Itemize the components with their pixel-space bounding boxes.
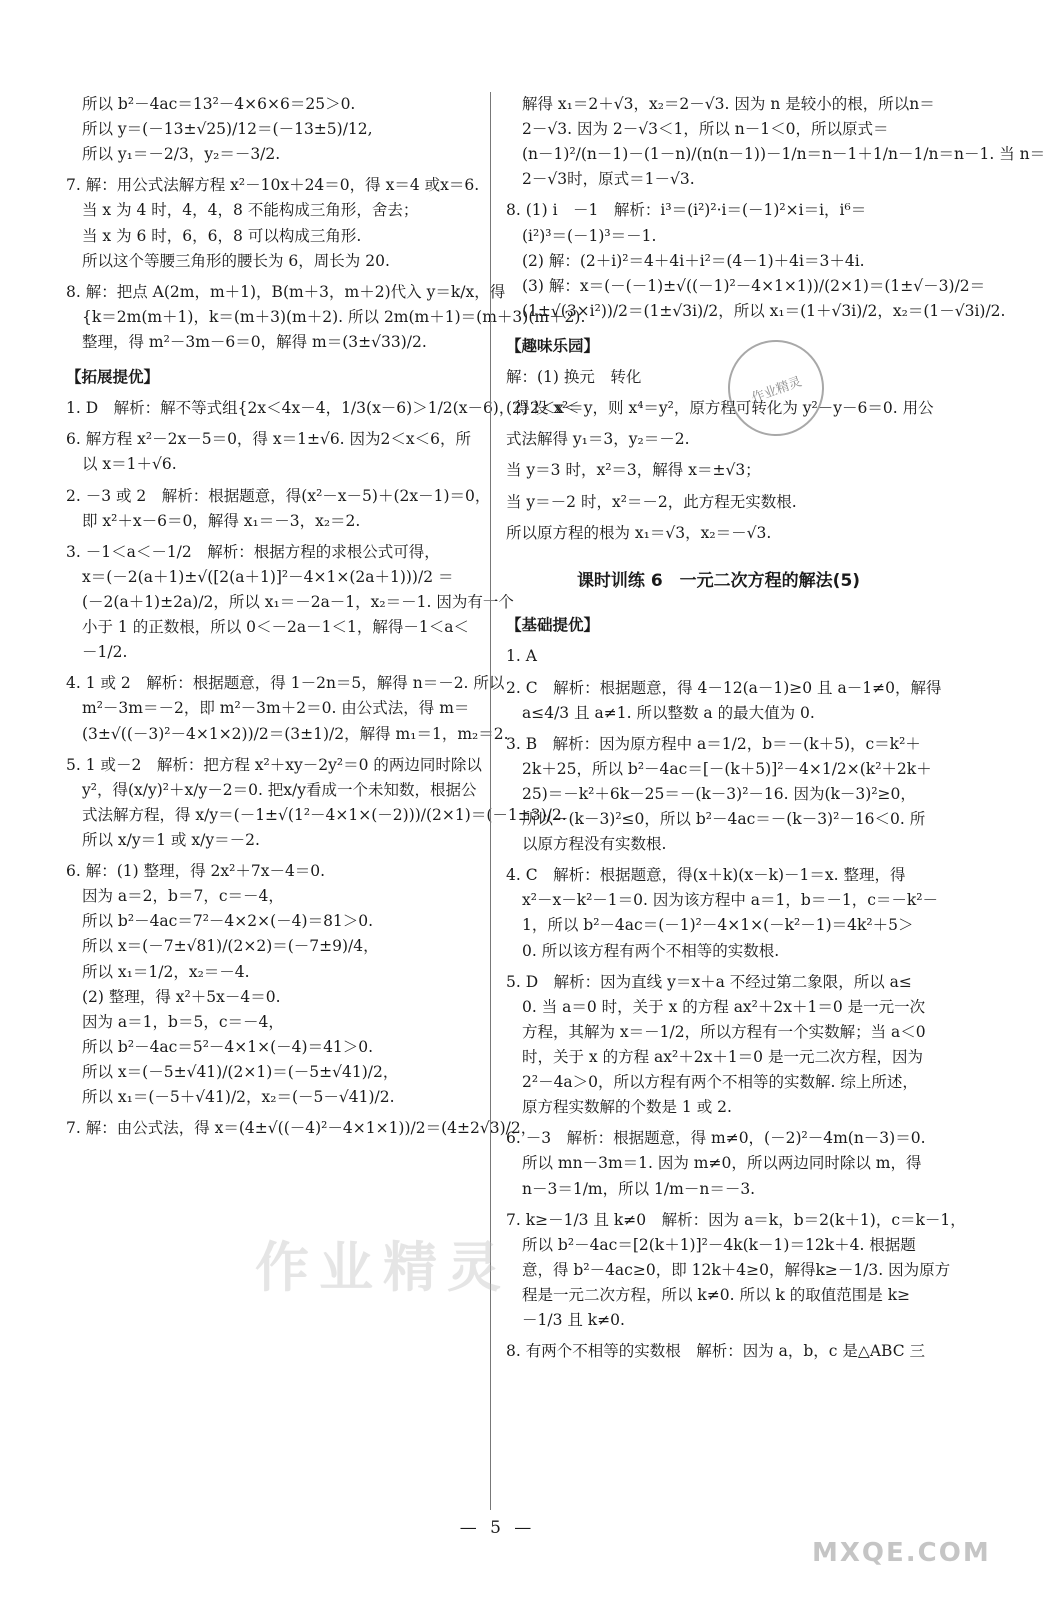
text-line: 式法解方程，得 x/y＝(－1±√(1²－4×1×(－2)))/(2×1)＝(－1±3)/2. xyxy=(82,805,567,824)
text-line: x＝(－2(a＋1)±√([2(a＋1)]²－4×1×(2a＋1)))/2 ＝ xyxy=(82,567,454,586)
text-line: x²－x－k²－1＝0. 因为该方程中 a＝1，b＝－1，c＝－k²－ xyxy=(522,891,938,910)
text-line: 时，关于 x 的方程 ax²＋2x＋1＝0 是一元二次方程，因为 xyxy=(522,1048,923,1067)
text-line: 25)＝－k²＋6k－25＝－(k－3)²－16. 因为(k－3)²≥0， xyxy=(522,784,916,803)
text-line: y²，得(x/y)²＋x/y－2＝0. 把x/y看成一个未知数，根据公 xyxy=(82,780,477,799)
text-line: 程是一元二次方程，所以 k≠0. 所以 k 的取值范围是 k≥ xyxy=(522,1286,911,1305)
text-line: 小于 1 的正数根，所以 0＜－2a－1＜1，解得－1＜a＜ xyxy=(82,618,469,637)
text-line: 5. 1 或－2 解析：把方程 x²＋xy－2y²＝0 的两边同时除以 xyxy=(66,755,482,774)
text-line: 所以 x＝(－7±√81)/(2×2)＝(－7±9)/4， xyxy=(82,937,379,956)
text-line: 7. 解：用公式法解方程 x²－10x＋24＝0，得 x＝4 或x＝6. xyxy=(66,176,480,195)
text-line: 因为 a＝2，b＝7，c＝－4， xyxy=(82,887,284,906)
text-line: 所以 b²－4ac＝5²－4×1×(－4)＝41＞0. xyxy=(82,1037,374,1056)
text-line: (2) 整理，得 x²＋5x－4＝0. xyxy=(82,987,281,1006)
watermark-main: 作业精灵 xyxy=(255,1236,511,1299)
text-line: 6. －3 解析：根据题意，得 m≠0，(－2)²－4m(n－3)＝0. xyxy=(506,1129,926,1148)
text-line: 所以 b²－4ac＝13²－4×6×6＝25＞0. xyxy=(82,95,356,113)
text-line: 所以 x＝(－5±√41)/(2×1)＝(－5±√41)/2， xyxy=(82,1062,399,1081)
text-line: 0. 所以该方程有两个不相等的实数根. xyxy=(522,941,780,960)
text-line: 所以这个等腰三角形的腰长为 6，周长为 20. xyxy=(82,251,390,270)
section-header: 【趣味乐园】 xyxy=(506,336,600,355)
brand-watermark: MXQE.COM xyxy=(812,1538,991,1568)
text-line: (2) 解：(2＋i)²＝4＋4i＋i²＝(4－1)＋4i＝3＋4i. xyxy=(522,251,865,270)
text-line: 1. A xyxy=(506,647,537,666)
text-line: －1/3 且 k≠0. xyxy=(522,1311,625,1330)
text-line: 所以 x/y＝1 或 x/y＝－2. xyxy=(82,830,260,849)
text-line: (2) 设 x²＝y，则 x⁴＝y²，原方程可转化为 y²－y－6＝0. 用公 xyxy=(506,399,934,418)
text-line: 所以原方程的根为 x₁＝√3，x₂＝－√3. xyxy=(506,523,772,542)
text-line: (i²)³＝(－1)³＝－1. xyxy=(522,226,657,245)
text-line: 2²－4a＞0，所以方程有两个不相等的实数解. 综上所述， xyxy=(522,1073,918,1092)
text-line: 1，所以 b²－4ac＝(－1)²－4×1×(－k²－1)＝4k²＋5＞ xyxy=(522,916,914,935)
text-line: 所以 b²－4ac＝7²－4×2×(－4)＝81＞0. xyxy=(82,912,374,931)
text-line: 3. B 解析：因为原方程中 a＝1/2，b＝－(k＋5)，c＝k²＋ xyxy=(506,734,921,753)
lesson-heading: 课时训练 6 一元二次方程的解法(5) xyxy=(576,570,861,591)
text-line: 4. C 解析：根据题意，得(x＋k)(x－k)－1＝x. 整理，得 xyxy=(506,866,906,885)
text-line: (n－1)²/(n－1)－(1－n)/(n(n－1))－1/n＝n－1＋1/n－1/n＝n－1. 当 n＝ xyxy=(522,145,1045,164)
text-line: (1±√(3×i²))/2＝(1±√3i)/2，所以 x₁＝(1＋√3i)/2，x₂＝(1－√3i)/2. xyxy=(522,301,1006,320)
text-line: 4. 1 或 2 解析：根据题意，得 1－2n＝5，解得 n＝－2. 所以 xyxy=(66,674,505,693)
text-line: n－3＝1/m，所以 1/m－n＝－3. xyxy=(522,1179,756,1198)
text-line: 8. 解：把点 A(2m，m＋1)，B(m＋3，m＋2)代入 y＝k/x，得 xyxy=(66,282,506,301)
text-line: 整理，得 m²－3m－6＝0，解得 m＝(3±√33)/2. xyxy=(82,332,427,351)
text-line: 7. 解：由公式法，得 x＝(4±√((－4)²－4×1×1))/2＝(4±2√3)/2， xyxy=(66,1119,537,1138)
text-line: (3±√((－3)²－4×1×2))/2＝(3±1)/2，解得 m₁＝1，m₂＝2. xyxy=(82,724,509,743)
text-line: 6. 解：(1) 整理，得 2x²＋7x－4＝0. xyxy=(66,862,326,881)
stamp-text: 作业精灵 xyxy=(749,373,804,406)
text-line: 原方程实数解的个数是 1 或 2. xyxy=(522,1098,732,1117)
section-header: 【拓展提优】 xyxy=(66,368,160,387)
text-line: 以原方程没有实数根. xyxy=(522,835,667,854)
text-line: 所以 mn－3m＝1. 因为 m≠0，所以两边同时除以 m，得 xyxy=(522,1154,922,1173)
text-line: 当 y＝3 时，x²＝3，解得 x＝±√3； xyxy=(506,461,761,480)
text-line: 以 x＝1＋√6. xyxy=(82,455,177,474)
text-line: 2. －3 或 2 解析：根据题意，得(x²－x－5)＋(2x－1)＝0， xyxy=(66,486,491,505)
text-line: 所以 y＝(－13±√25)/12＝(－13±5)/12, xyxy=(82,120,373,139)
text-line: 式法解得 y₁＝3，y₂＝－2. xyxy=(506,430,690,449)
text-line: 方程，其解为 x＝－1/2，所以方程有一个实数解；当 a＜0 xyxy=(522,1022,926,1041)
text-line: 即 x²＋x－6＝0，解得 x₁＝－3，x₂＝2. xyxy=(82,511,361,530)
text-line: 0. 当 a＝0 时，关于 x 的方程 ax²＋2x＋1＝0 是一元一次 xyxy=(522,997,926,1016)
text-line: 7. k≥－1/3 且 k≠0 解析：因为 a＝k，b＝2(k＋1)，c＝k－1， xyxy=(506,1210,966,1229)
text-line: 所以 x₁＝1/2，x₂＝－4. xyxy=(82,962,250,981)
section-header: 【基础提优】 xyxy=(506,616,600,635)
text-line: 6. 解方程 x²－2x－5＝0，得 x＝1±√6. 因为2＜x＜6，所 xyxy=(66,430,471,449)
text-line: 所以 x₁＝(－5＋√41)/2，x₂＝(－5－√41)/2. xyxy=(82,1088,395,1107)
text-line: 所以－(k－3)²≤0，所以 b²－4ac＝－(k－3)²－16＜0. 所 xyxy=(522,810,926,829)
text-line: 1. D 解析：解不等式组{2x＜4x－4，1/3(x－6)＞1/2(x－6)，得2＜x＜ xyxy=(66,399,580,418)
text-line: 解得 x₁＝2＋√3，x₂＝2－√3. 因为 n 是较小的根，所以n＝ xyxy=(522,95,935,113)
text-line: 5. D 解析：因为直线 y＝x＋a 不经过第二象限，所以 a≤ xyxy=(506,972,912,991)
text-line: 所以 b²－4ac＝[2(k＋1)]²－4k(k－1)＝12k＋4. 根据题 xyxy=(522,1235,916,1254)
text-line: a≤4/3 且 a≠1. 所以整数 a 的最大值为 0. xyxy=(522,703,815,722)
text-line: 意，得 b²－4ac≥0，即 12k＋4≥0，解得k≥－1/3. 因为原方 xyxy=(522,1260,951,1279)
text-line: 2. C 解析：根据题意，得 4－12(a－1)≥0 且 a－1≠0，解得 xyxy=(506,678,942,697)
text-line: 8. (1) i －1 解析：i³＝(i²)²·i＝(－1)²×i＝i，i⁶＝ xyxy=(506,201,867,220)
right-column xyxy=(506,92,1045,1364)
text-line: 因为 a＝1，b＝5，c＝－4， xyxy=(82,1012,284,1031)
text-line: (－2(a＋1)±2a)/2，所以 x₁＝－2a－1，x₂＝－1. 因为有一个 xyxy=(82,592,514,611)
text-line: 当 y＝－2 时，x²＝－2，此方程无实数根. xyxy=(506,492,797,511)
text-line: m²－3m＝－2，即 m²－3m＋2＝0. 由公式法，得 m＝ xyxy=(82,699,470,718)
text-line: 2－√3时，原式＝1－√3. xyxy=(522,170,695,189)
text-line: 3. －1＜a＜－1/2 解析：根据方程的求根公式可得， xyxy=(66,542,440,561)
text-line: {k＝2m(m＋1)，k＝(m＋3)(m＋2). 所以 2m(m＋1)＝(m＋3)(m＋2). xyxy=(82,307,586,326)
text-line: 解：(1) 换元 转化 xyxy=(506,368,642,387)
text-line: 2k＋25，所以 b²－4ac＝[－(k＋5)]²－4×1/2×(k²＋2k＋ xyxy=(522,759,932,778)
text-line: 8. 有两个不相等的实数根 解析：因为 a，b，c 是△ABC 三 xyxy=(506,1342,925,1361)
page-number: — 5 — xyxy=(459,1518,536,1538)
text-line: 当 x 为 6 时，6，6，8 可以构成三角形. xyxy=(82,226,362,245)
text-line: 2－√3. 因为 2－√3＜1，所以 n－1＜0，所以原式＝ xyxy=(522,120,889,139)
text-line: (3) 解：x＝(－(－1)±√((－1)²－4×1×1))/(2×1)＝(1±√－3)/2＝ xyxy=(522,276,986,295)
text-line: 所以 y₁＝－2/3，y₂＝－3/2. xyxy=(82,145,281,164)
text-line: －1/2. xyxy=(82,643,128,662)
text-line: 当 x 为 4 时，4，4，8 不能构成三角形，舍去； xyxy=(82,201,419,220)
